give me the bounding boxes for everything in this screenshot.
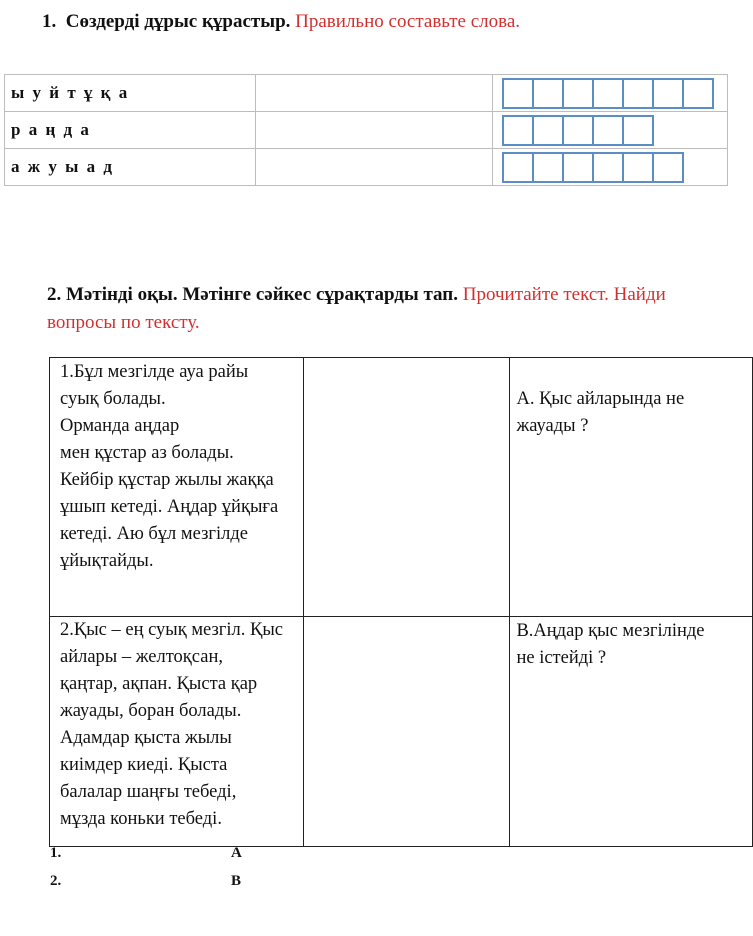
text-question-table [49, 357, 753, 847]
scrambled-words-table [4, 74, 728, 186]
letter-box[interactable] [532, 78, 564, 109]
table-row [50, 358, 753, 617]
match-cell[interactable] [303, 358, 510, 617]
letter-box[interactable] [562, 152, 594, 183]
letter-box[interactable] [622, 152, 654, 183]
answer-letter: А [231, 845, 242, 861]
task2-number: 2. [47, 284, 62, 305]
task1-title-ru: Правильно составьте слова. [295, 11, 521, 32]
answer-letter: В [231, 873, 242, 889]
passage-text: 1.Бұл мезгілде ауа райы суық болады. Орманда аңдар мен құстар аз болады. Кейбір құстар жылы жаққа ұшып кетеді. Аңдар ұйқыға кетеді. Аю бұл мезгілде ұйықтайды. [50, 358, 304, 617]
answer-cell[interactable] [256, 75, 493, 112]
table-row [5, 112, 728, 149]
letter-box[interactable] [502, 115, 534, 146]
task1-title-kz: Сөздерді дұрыс құрастыр. [65, 11, 291, 32]
letter-box[interactable] [652, 78, 684, 109]
table-row [5, 149, 728, 186]
letter-boxes [493, 112, 728, 149]
table-row [50, 617, 753, 847]
letter-box[interactable] [502, 152, 534, 183]
answer-cell[interactable] [256, 149, 493, 186]
task2-heading [47, 281, 737, 337]
letter-box[interactable] [562, 78, 594, 109]
letter-box[interactable] [502, 78, 534, 109]
task1-heading [42, 8, 520, 36]
letter-box[interactable] [622, 78, 654, 109]
scrambled-word: р а ң д а [5, 112, 256, 149]
letter-box[interactable] [592, 78, 624, 109]
task1-number: 1. [42, 11, 57, 32]
question-text: В.Аңдар қыс мезгілінде не істейді ? [510, 617, 753, 847]
match-cell[interactable] [303, 617, 510, 847]
answer-number: 1. [50, 845, 62, 861]
letter-box[interactable] [532, 152, 564, 183]
scrambled-word: ы у й т ұ қ а [5, 75, 256, 112]
letter-box[interactable] [652, 152, 684, 183]
answer-number: 2. [50, 873, 62, 889]
table-row [5, 75, 728, 112]
passage-text: 2.Қыс – ең суық мезгіл. Қыс айлары – желтоқсан, қаңтар, ақпан. Қыста қар жауады, боран болады. Адамдар қыста жылы киімдер киеді. Қыста балалар шаңғы тебеді, мұзда коньки тебеді. [50, 617, 304, 847]
question-text: А. Қыс айларында не жауады ? [510, 358, 753, 617]
task2-title-kz: Мәтінді оқы. Мәтінге сәйкес сұрақтарды тап. [66, 284, 459, 305]
answer-cell[interactable] [256, 112, 493, 149]
scrambled-word: а ж у ы а д [5, 149, 256, 186]
letter-box[interactable] [592, 115, 624, 146]
letter-box[interactable] [592, 152, 624, 183]
letter-box[interactable] [562, 115, 594, 146]
task2-title-ru: Прочитайте текст. Найди вопросы по тексту. [47, 284, 666, 333]
letter-box[interactable] [532, 115, 564, 146]
letter-boxes [493, 149, 728, 186]
letter-boxes [493, 75, 728, 112]
letter-box[interactable] [622, 115, 654, 146]
letter-box[interactable] [682, 78, 714, 109]
